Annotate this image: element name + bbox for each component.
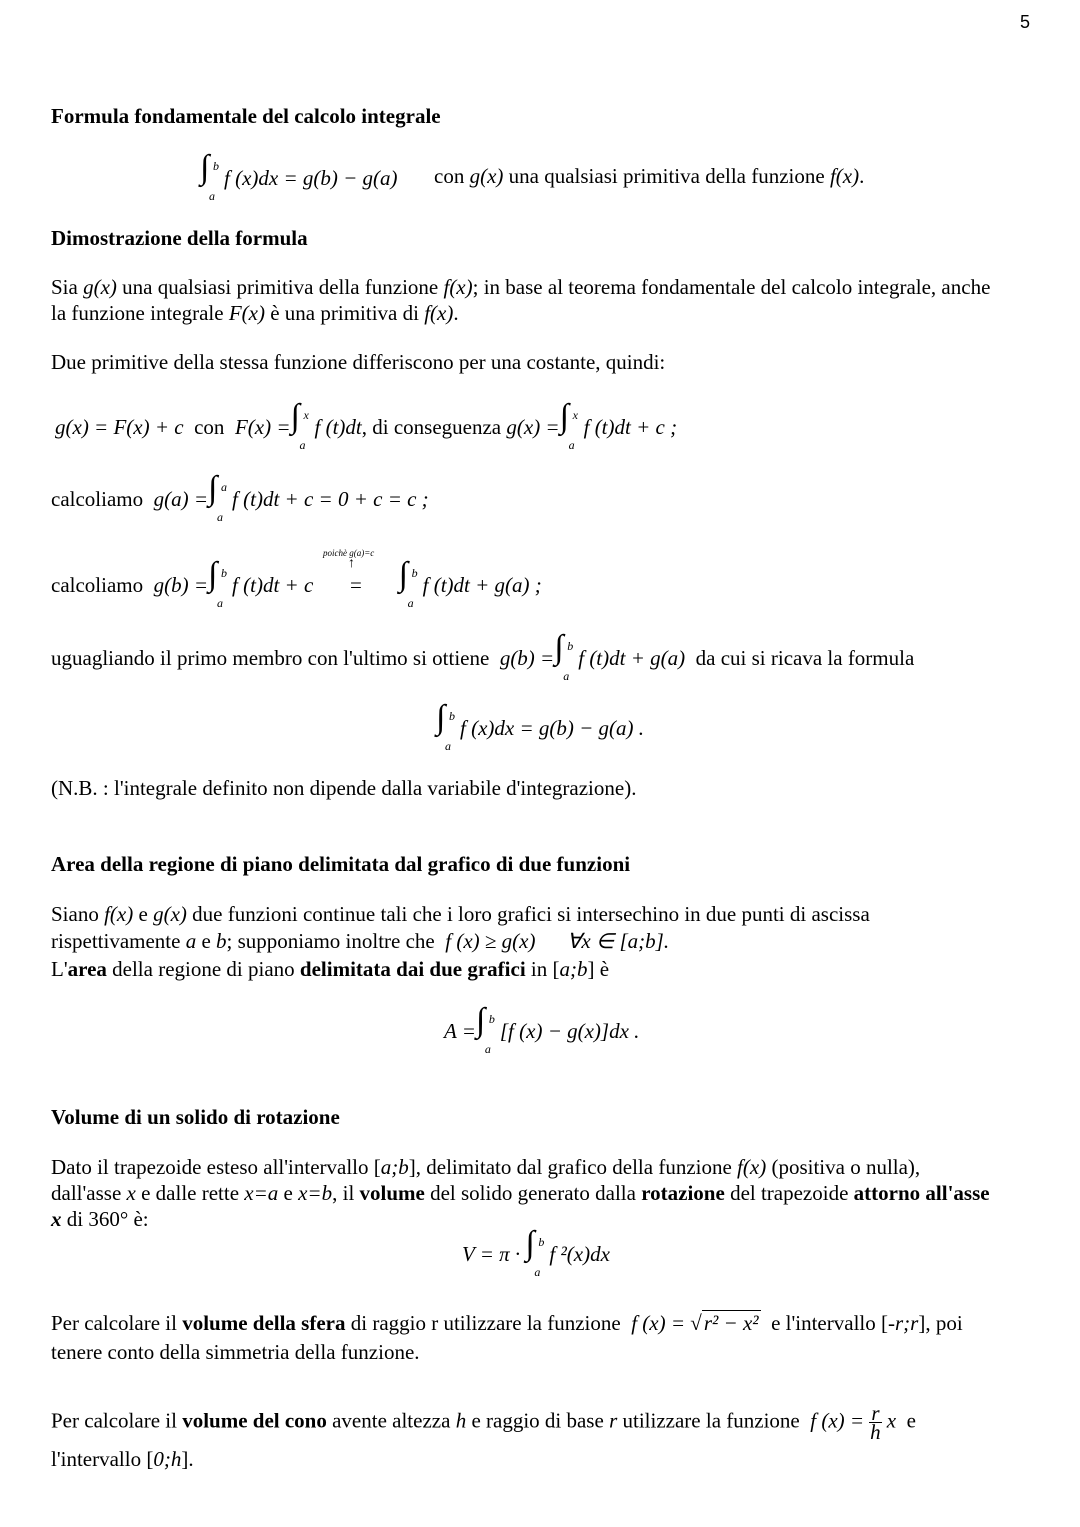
integral-sign: ∫ a a <box>208 470 228 524</box>
section-title-volume: Volume di un solido di rotazione <box>51 1105 340 1129</box>
area-paragraph-line: L'area della regione di piano delimitata dai due grafici in [a;b] è <box>51 957 610 981</box>
equation-ga: calcoliamo g(a) = ∫ a a f (t)dt + c = 0 + c = c ; <box>51 470 429 524</box>
section-title-proof: Dimostrazione della formula <box>51 226 308 250</box>
proof-paragraph: Due primitive della stessa funzione differiscono per una costante, quindi: <box>51 350 666 374</box>
integral-sign: ∫ b a <box>200 149 219 203</box>
volume-paragraph-line: Dato il trapezoide esteso all'intervallo [a;b], delimitato dal grafico della funzione f(x) (positiva o nulla), <box>51 1155 921 1179</box>
cone-paragraph-line: l'intervallo [0;h]. <box>51 1447 194 1471</box>
fraction-r-over-h: $\frac{r}{h}$ <box>870 1401 881 1444</box>
formula-note: con g(x) una qualsiasi primitiva della funzione f(x). <box>434 164 865 188</box>
section-title-area: Area della regione di piano delimitata dal grafico di due funzioni <box>51 852 631 876</box>
sphere-paragraph-line: Per calcolare il volume della sfera di raggio r utilizzare la funzione f (x) = √r² − x² e l'intervallo [-r;r], poi <box>51 1311 963 1335</box>
sphere-paragraph-line: tenere conto della simmetria della funzione. <box>51 1340 420 1364</box>
integral-sign: ∫ b a <box>208 556 228 610</box>
integral-sign: ∫ b a <box>436 699 455 753</box>
square-root: r² − x² <box>703 1311 759 1335</box>
integral-sign: ∫ b a <box>398 556 418 610</box>
arrow-up-icon: ↑ <box>348 556 355 571</box>
proof-paragraph-line: la funzione integrale F(x) è una primitiva di f(x). <box>51 301 459 325</box>
equation-gx: g(x) = F(x) + c con F(x) = ∫ x a f (t)dt, di conseguenza g(x) = ∫ x a f (t)dt + c ; <box>55 398 678 452</box>
volume-formula: V = π · ∫ b a f ²(x)dx <box>462 1225 610 1279</box>
integral-sign: ∫ b a <box>525 1225 545 1279</box>
equation-equate: uguagliando il primo membro con l'ultimo si ottiene g(b) = ∫ b a f (t)dt + g(a) da cui si ricava la formula <box>51 629 915 683</box>
fundamental-formula: ∫ b a f (x)dx = g(b) − g(a) <box>200 149 398 203</box>
area-paragraph-line: Siano f(x) e g(x) due funzioni continue tali che i loro grafici si intersechino in due punti di ascissa <box>51 902 870 926</box>
integral-sign: ∫ x a <box>290 398 309 452</box>
equation-gb: calcoliamo g(b) = ∫ b a f (t)dt + c = ∫ b a f (t)dt + g(a) ; <box>51 556 542 610</box>
nb-note: (N.B. : l'integrale definito non dipende dalla variabile d'integrazione). <box>51 776 637 800</box>
volume-paragraph-line: x di 360° è: <box>51 1207 149 1231</box>
section-title-fundamental-formula: Formula fondamentale del calcolo integrale <box>51 104 441 128</box>
integral-sign: ∫ b a <box>475 1002 495 1056</box>
annotation-note: poichè g(a)=c <box>323 548 375 558</box>
page-number: 5 <box>1019 12 1030 32</box>
volume-paragraph-line: dall'asse x e dalle rette x=a e x=b, il volume del solido generato dalla rotazione del trapezoide attorno all'asse <box>51 1181 990 1205</box>
integral-sign: ∫ b a <box>554 629 574 683</box>
proof-paragraph-line: Sia g(x) una qualsiasi primitiva della funzione f(x); in base al teorema fondamentale del calcolo integrale, anche <box>51 275 991 299</box>
integral-sign: ∫ x a <box>559 398 578 452</box>
final-formula: ∫ b a f (x)dx = g(b) − g(a) . <box>436 699 645 753</box>
area-formula: A = ∫ b a [f (x) − g(x)]dx . <box>444 1002 640 1056</box>
area-paragraph-line: rispettivamente a e b; supponiamo inoltre che f (x) ≥ g(x) ∀x ∈ [a;b]. <box>51 929 670 953</box>
cone-paragraph-line: Per calcolare il volume del cono avente altezza h e raggio di base r utilizzare la funzione f (x) = $\frac{r}{h}$ x e <box>51 1401 916 1444</box>
